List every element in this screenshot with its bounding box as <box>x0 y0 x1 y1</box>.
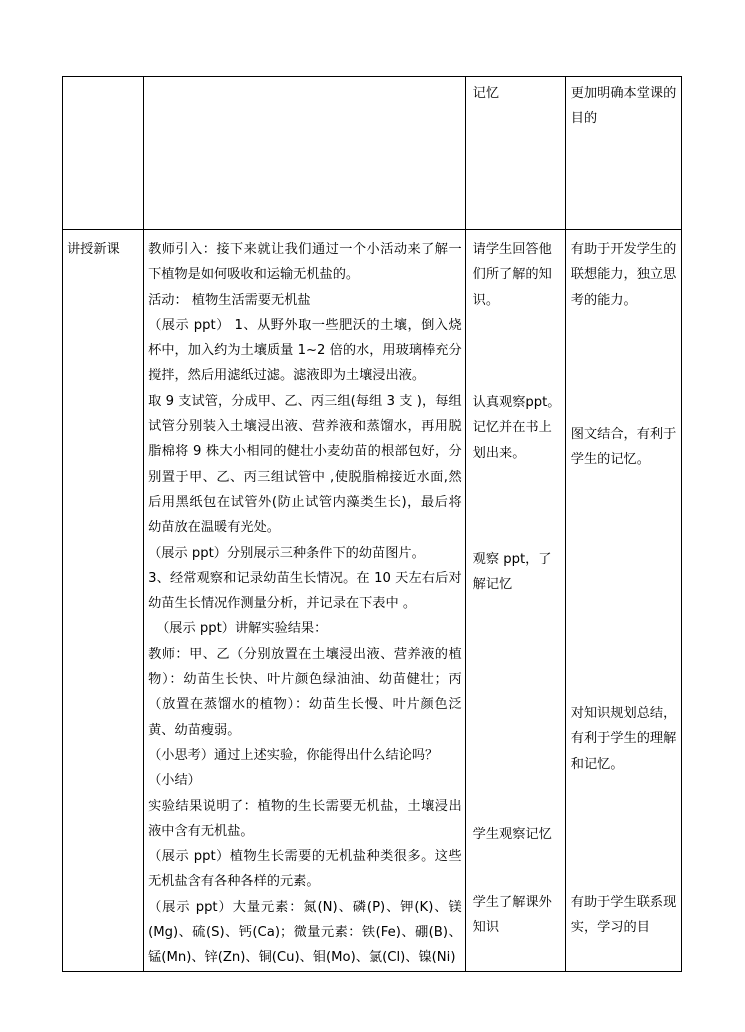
cell-section-empty <box>63 77 144 230</box>
teacher-paragraph-kinds: （展示 ppt）植物生长需要的无机盐种类很多。这些无机盐含有各种各样的元素。 <box>148 849 462 890</box>
cell-teacher-content <box>144 230 466 972</box>
teacher-paragraph-step1: （展示 ppt） 1、从野外取一些肥沃的土壤，倒入烧杯中，加入约为土壤质量 1~2 倍的水，用玻璃棒充分搅拌，然后用滤纸过滤。滤液即为土壤浸出液。 <box>148 317 462 384</box>
teacher-paragraph-conclusion: 实验结果说明了：植物的生长需要无机盐，土壤浸出液中含有无机盐。 <box>148 798 462 839</box>
teacher-paragraph-summary-label: （小结） <box>148 773 201 789</box>
table-row-intro <box>63 77 682 230</box>
lesson-plan-table <box>62 76 682 972</box>
teacher-paragraph-teacher: 教师：甲、乙（分别放置在土壤浸出液、营养液的植物）：幼苗生长快、叶片颜色绿油油、幼苗健壮；丙（放置在蒸馏水的植物）：幼苗生长慢、叶片颜色泛黄、幼苗瘦弱。 <box>148 646 462 738</box>
cell-student-activity <box>465 77 565 230</box>
design-intent-summary: 对知识规划总结，有利于学生的理解和记忆。 <box>570 706 677 772</box>
cell-design-intent <box>565 77 681 230</box>
teacher-paragraph-intro: 教师引入：接下来就让我们通过一个小活动来了解一下植物是如何吸收和运输无机盐的。 <box>148 242 462 283</box>
student-activity-text: 记忆 <box>472 86 500 101</box>
teacher-paragraph-activity: 活动： 植物生活需要无机盐 <box>148 292 311 308</box>
cell-content-empty <box>144 77 466 230</box>
student-activity-answer: 请学生回答他们所了解的知识。 <box>472 242 552 308</box>
cell-student-activities <box>465 230 565 972</box>
teacher-paragraph-step2: 取 9 支试管，分成甲、乙、丙三组(每组 3 支 )，每组试管分别装入土壤浸出液、营养液和蒸馏水，再用脱脂棉将 9 株大小相同的健壮小麦幼苗的根部包好，分别置于甲、乙、丙三组试管中 ,使脱脂棉接近水面,然后用黑纸包在试管外(防止试管内藻类生长)，最后将幼苗放在温暖有光处。 <box>148 393 462 536</box>
teacher-paragraph-think: （小思考）通过上述实验，你能得出什么结论吗？ <box>148 747 439 763</box>
teacher-paragraph-step3: 3、经常观察和记录幼苗生长情况。在 10 天左右后对幼苗生长情况作测量分析，并记录在下表中 。 <box>148 570 462 612</box>
design-intent-association: 有助于开发学生的联想能力，独立思考的能力。 <box>570 242 677 308</box>
table-row-new-lesson <box>63 230 682 972</box>
cell-section-label <box>63 230 144 972</box>
section-label: 讲授新课 <box>67 242 120 257</box>
student-activity-memorize: 学生观察记忆 <box>472 827 552 842</box>
design-intent-visual: 图文结合，有利于学生的记忆。 <box>570 427 677 468</box>
student-activity-extra: 学生了解课外知识 <box>472 895 552 936</box>
student-activity-ppt: 观察 ppt，了解记忆 <box>472 552 552 593</box>
teacher-paragraph-images: （展示 ppt）分别展示三种条件下的幼苗图片。 <box>148 545 425 561</box>
design-intent-reality: 有助于学生联系现实，学习的目 <box>570 895 677 936</box>
design-intent-text: 更加明确本堂课的目的 <box>570 86 677 127</box>
teacher-paragraph-results: （展示 ppt）讲解实验结果： <box>156 621 328 637</box>
cell-design-intents <box>565 230 681 972</box>
teacher-paragraph-elements: （展示 ppt）大量元素：氮(N)、磷(P)、钾(K)、镁(Mg)、硫(S)、钙(Ca)；微量元素：铁(Fe)、硼(B)、锰(Mn)、锌(Zn)、铜(Cu)、钼(Mo)、氯(Cl)、镍(Ni) <box>148 899 462 966</box>
student-activity-observe: 认真观察ppt。记忆并在书上划出来。 <box>472 395 561 461</box>
